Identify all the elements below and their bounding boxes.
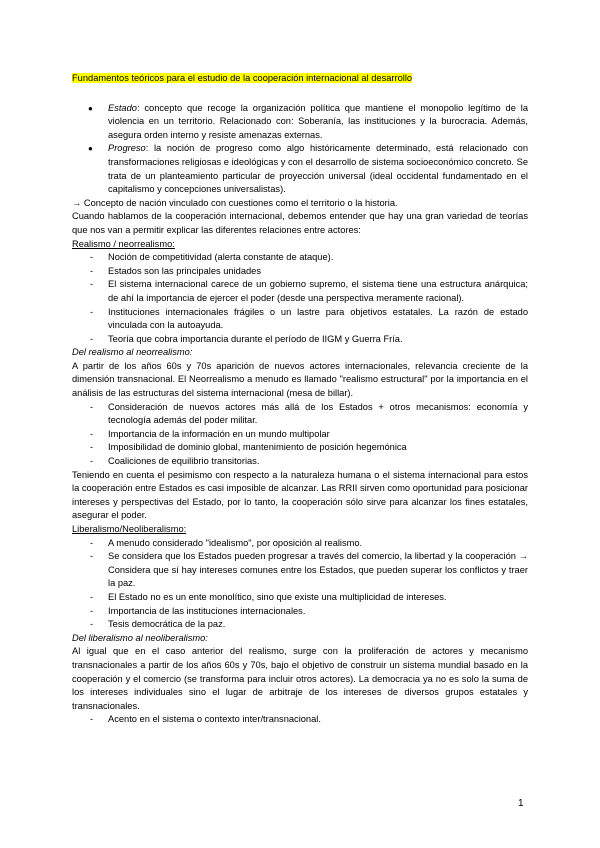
arrow-note: → Concepto de nación vinculado con cuestiones como el territorio o la historia. — [72, 197, 398, 208]
list-item: - Tesis democrática de la paz. — [90, 619, 226, 630]
list-item: - Coaliciones de equilibrio transitorias. — [90, 456, 260, 467]
bullet-icon: ● — [88, 103, 93, 113]
del-realismo-closing: Teniendo en cuenta el pesimismo con respecto a la naturaleza humana o el sistema internacional para estos la cooperación entre Estados es casi imposible de alcanzar. Las RRII sirven como oportunidad para posicionar intereses y perspectivas del Estado, por lo tanto, la cooperación sólo sirve para alcanzar los fines estatales, asegurar el poder. — [72, 469, 528, 521]
del-liberalismo-heading: Del liberalismo al neoliberalismo: — [72, 632, 208, 643]
realismo-heading: Realismo / neorrealismo: — [72, 238, 175, 249]
page-number: 1 — [518, 798, 524, 809]
list-item: - Consideración de nuevos actores más allá de los Estados + otros mecanismos: economía y tecnología además del poder militar. — [90, 401, 528, 426]
liberalismo-heading: Liberalismo/Neoliberalismo: — [72, 524, 187, 534]
list-item: - Teoría que cobra importancia durante el período de IIGM y Guerra Fría. — [90, 333, 403, 344]
cooperation-paragraph: Cuando hablamos de la cooperación internacional, debemos entender que hay una gran variedad de teorías que nos van a permitir explicar las diferentes relaciones entre actores: — [72, 211, 528, 235]
del-realismo-list — [72, 401, 528, 469]
intro-bullet-list — [72, 102, 528, 197]
list-item: - Estados son las principales unidades — [90, 265, 261, 276]
document-page — [72, 72, 528, 727]
title-highlight: Fundamentos teóricos para el estudio de la cooperación internacional al desarrollo — [72, 73, 413, 83]
del-realismo-paragraph: A partir de los años 60s y 70s aparición de nuevos actores internacionales, relevancia creciente de la dimensión transnacional. El Neorrealismo a menudo es llamado "realismo estructural" por la importancia en el análisis de las estructuras del sistema internacional (mesa de billar). — [72, 360, 528, 399]
del-liberalismo-list — [72, 713, 528, 727]
list-item: - El sistema internacional carece de un gobierno supremo, el sistema tiene una estructura anárquica; de ahí la importancia de ejercer el poder (desde una perspectiva meramente racional). — [90, 279, 528, 303]
term-progreso: Progreso — [108, 143, 146, 154]
list-item: - Importancia de las instituciones internacionales. — [90, 605, 306, 616]
list-item: - Importancia de la información en un mundo multipolar — [90, 428, 330, 439]
del-realismo-heading: Del realismo al neorrealismo: — [72, 347, 193, 358]
term-estado: Estado — [108, 102, 137, 113]
list-item: ● Progreso: la noción de progreso como algo históricamente determinado, está relacionado con transformaciones religiosas e ideológicas y con el desarrollo de sistema socioeconómico concreto. Se trata de un planteamiento particular de proyección universal (ideal occidental fundamentado en el capitalismo y concepciones universalistas). — [88, 143, 528, 195]
list-item: - Noción de competitividad (alerta constante de ataque). — [90, 252, 334, 263]
bullet-icon: ● — [88, 144, 93, 154]
list-item: - A menudo considerado "idealismo", por oposición al realismo. — [90, 537, 363, 548]
list-item: - Acento en el sistema o contexto inter/transnacional. — [90, 714, 321, 725]
list-item: ● Estado: concepto que recoge la organización política que mantiene el monopolio legítimo de la violencia en un territorio. Relacionado con: Soberanía, las instituciones y la burocracia. Además, asegura orden interno y resiste amenazas externas. — [88, 102, 528, 140]
liberalismo-list — [72, 537, 528, 632]
list-item: - Imposibilidad de dominio global, mantenimiento de posición hegemónica — [90, 442, 407, 453]
document-title — [72, 72, 528, 86]
list-item: - Instituciones internacionales frágiles o un lastre para objetivos estatales. La razón de estado vinculada con la autoayuda. — [90, 306, 528, 331]
realismo-list — [72, 251, 528, 346]
del-liberalismo-paragraph: Al igual que en el caso anterior del realismo, surge con la proliferación de actores y mecanismo transnacionales a partir de los años 60s y 70s, bajo el objetivo de construir un sistema mundial basado en la cooperación y el comercio (se transforma para incluir otros actores). La democracia ya no es solo la suma de los intereses individuales sino el lugar de arbitraje de los intereses de diversos grupos estatales y transnacionales. — [72, 646, 528, 711]
list-item: - El Estado no es un ente monolítico, sino que existe una multiplicidad de intereses. — [90, 591, 447, 602]
list-item: - Se considera que los Estados pueden progresar a través del comercio, la libertad y la cooperación → Considera que sí hay intereses comunes entre los Estados, que pueden superar los conflictos y traer la paz. — [90, 551, 528, 589]
